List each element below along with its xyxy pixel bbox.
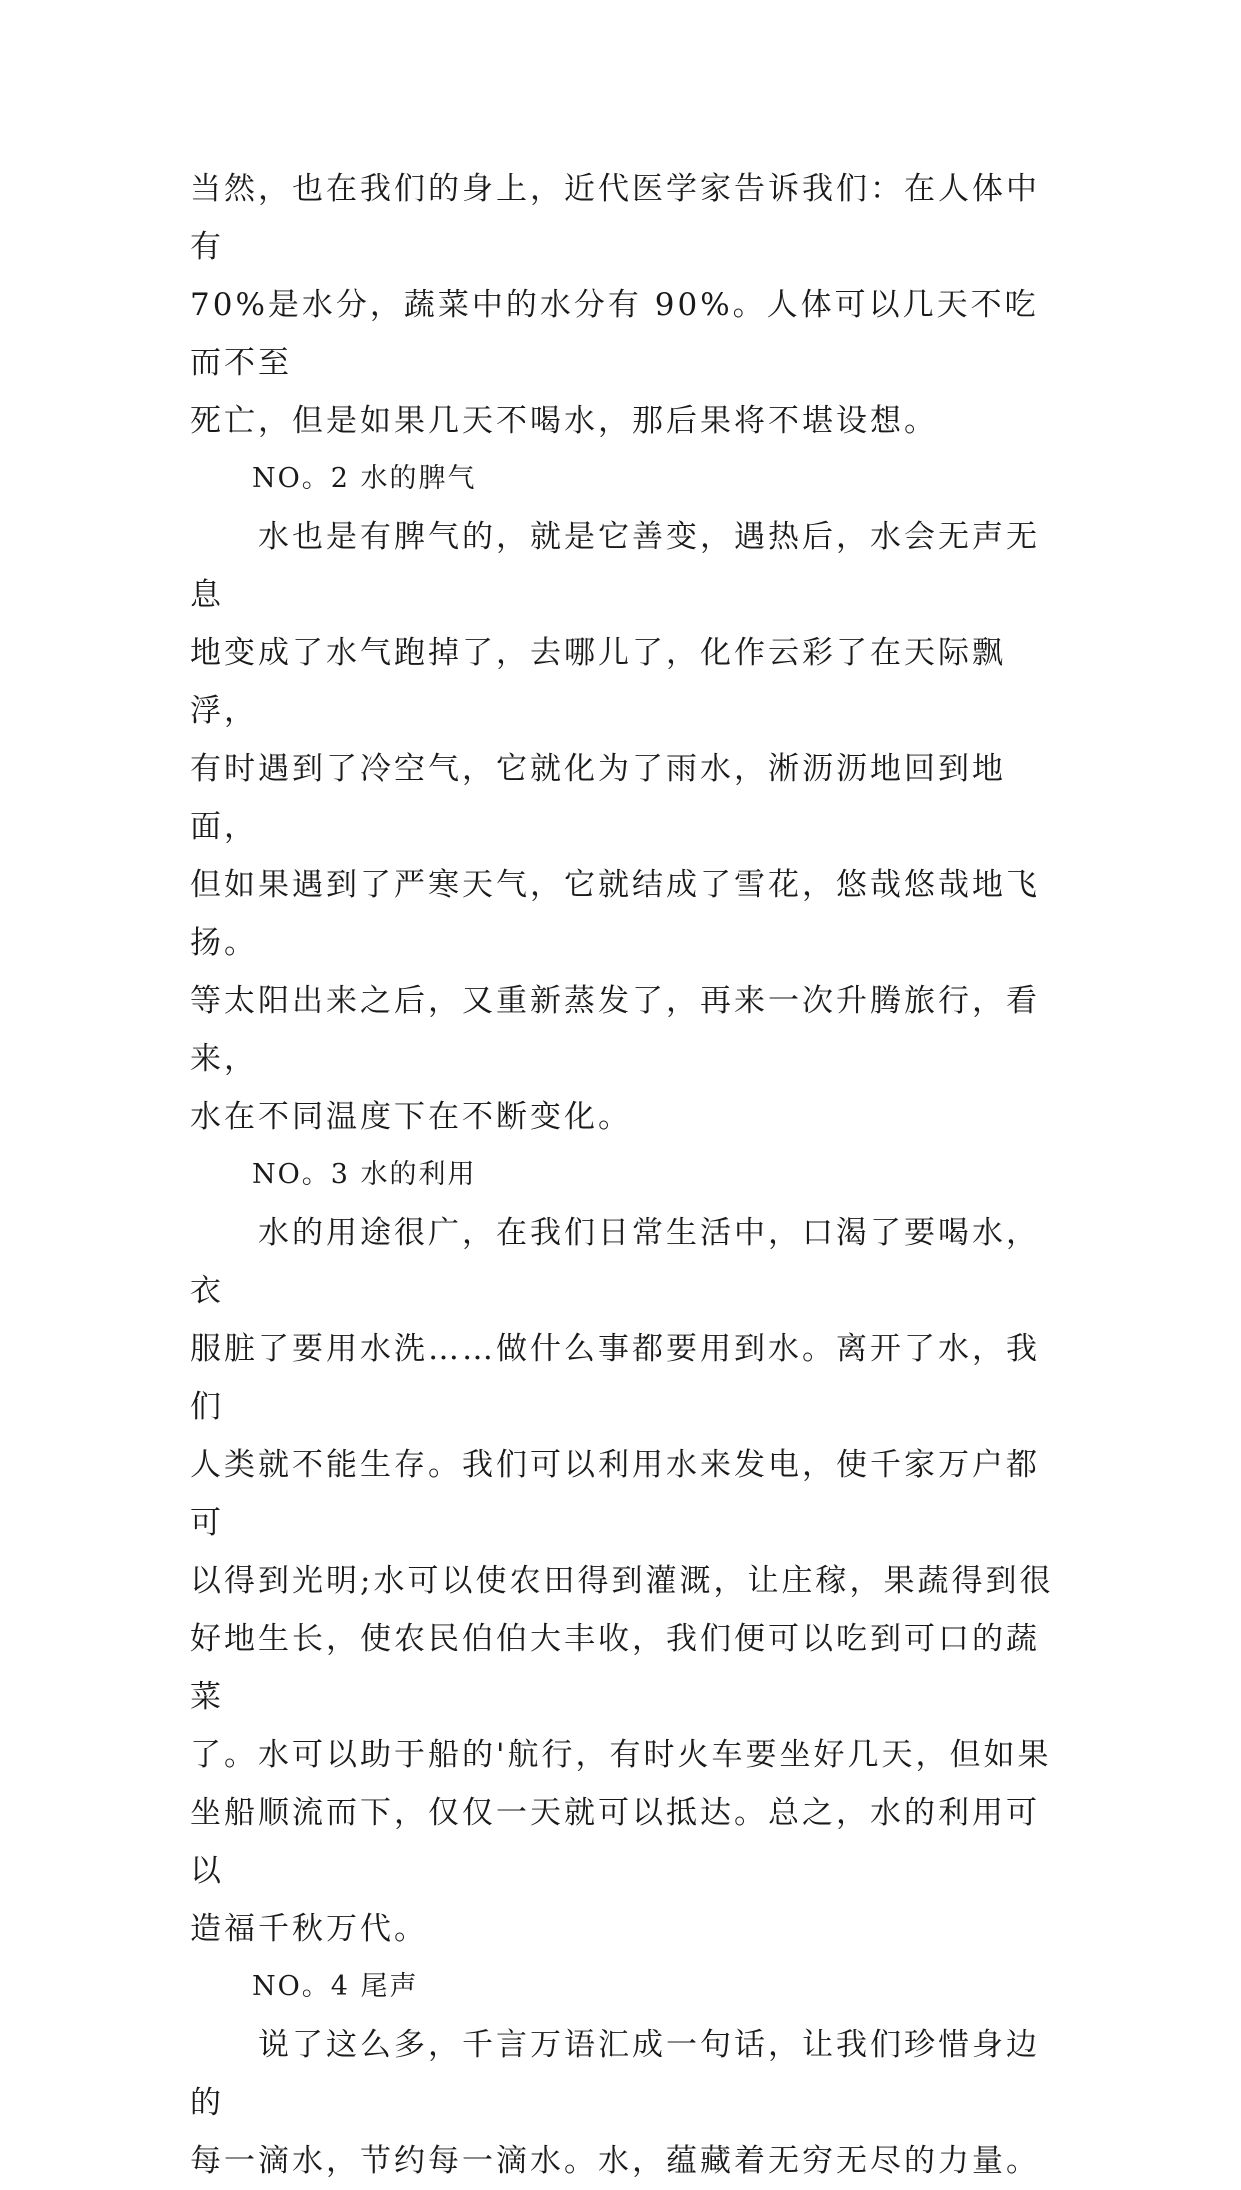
section-heading-water-use: NO。3 水的利用 xyxy=(252,1159,477,1190)
section-heading-water-temper: NO。2 水的脾气 xyxy=(252,463,477,494)
paragraph-water-use: 水的用途很广，在我们日常生活中，口渴了要喝水，衣 服脏了要用水洗……做什么事都要用到水。离开了水，我们 人类就不能生存。我们可以利用水来发电，使千家万户都可 以得到光明;水可以使农田得到灌溉，让庄稼，果蔬得到很 好地生长，使农民伯伯大丰收，我们便可以吃到可口的蔬菜 了。水可以助于船的'航行，有时火车要坐好几天，但如果 坐船顺流而下，仅仅一天就可以抵达。总之，水的利用可以 造福千秋万代。 xyxy=(190,1215,1054,1947)
section-heading-epilogue: NO。4 尾声 xyxy=(252,1971,419,2002)
paragraph-epilogue: 说了这么多，千言万语汇成一句话，让我们珍惜身边的 每一滴水，节约每一滴水。水，蕴藏着无穷无尽的力量。 xyxy=(190,2027,1040,2179)
paragraph-water-temper: 水也是有脾气的，就是它善变，遇热后，水会无声无息 地变成了水气跑掉了，去哪儿了，化作云彩了在天际飘浮， 有时遇到了冷空气，它就化为了雨水，淅沥沥地回到地面， 但如果遇到了严寒天气，它就结成了雪花，悠哉悠哉地飞扬。 等太阳出来之后，又重新蒸发了，再来一次升腾旅行，看来， 水在不同温度下在不断变化。 xyxy=(190,519,1040,1135)
document-body xyxy=(190,160,1070,2190)
paragraph-water-in-body: 当然，也在我们的身上，近代医学家告诉我们：在人体中有 70%是水分，蔬菜中的水分有 90%。人体可以几天不吃而不至 死亡，但是如果几天不喝水，那后果将不堪设想。 xyxy=(190,171,1040,439)
